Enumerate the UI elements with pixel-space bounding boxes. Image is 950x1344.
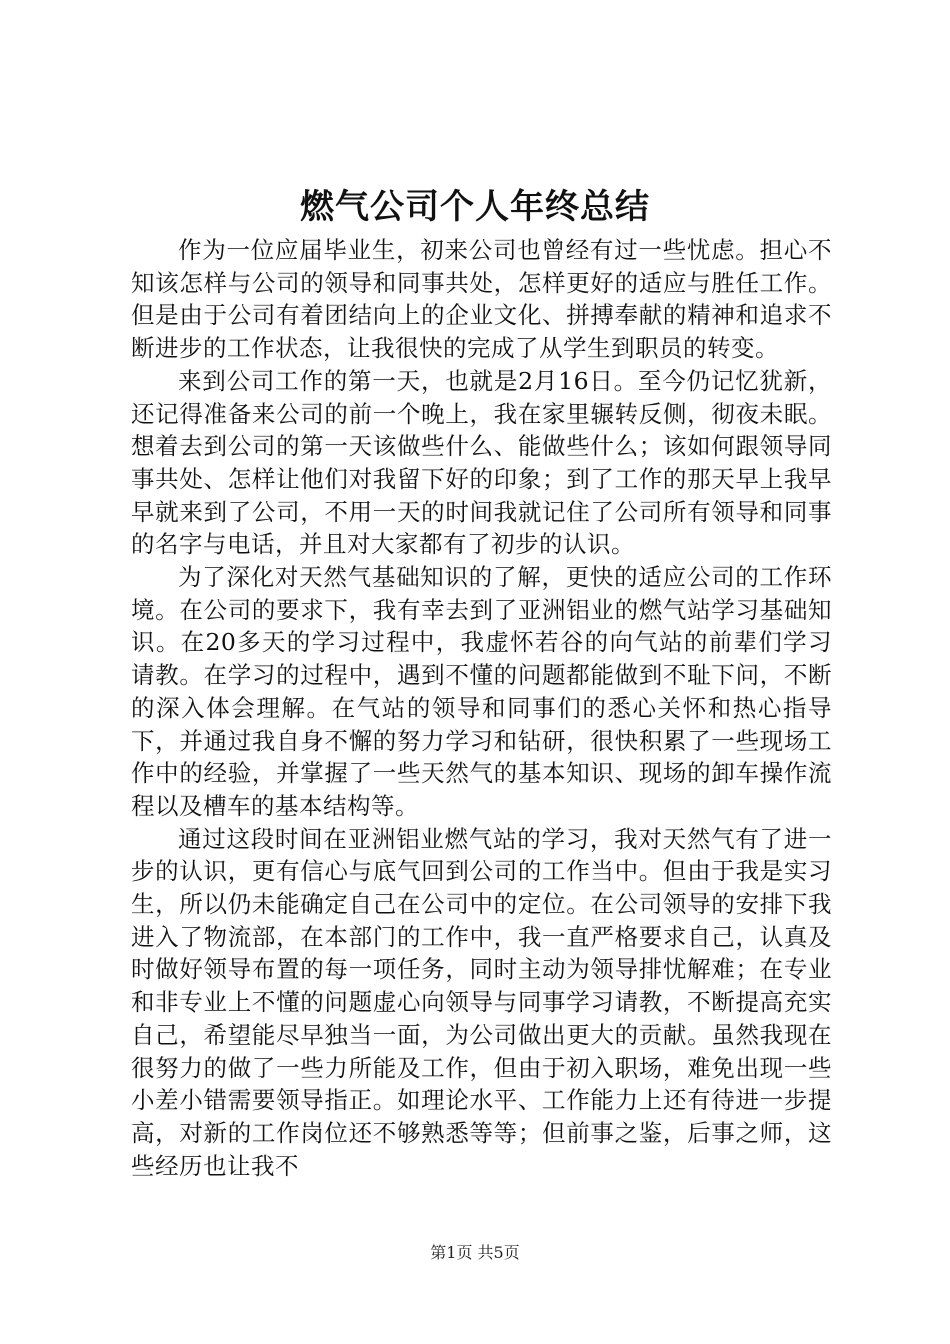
- paragraph-1: 作为一位应届毕业生，初来公司也曾经有过一些忧虑。担心不知该怎样与公司的领导和同事共处，怎样更好的适应与胜任工作。但是由于公司有着团结向上的企业文化、拼搏奉献的精神和追求不断进步的工作状态，让我很快的完成了从学生到职员的转变。: [131, 236, 832, 363]
- page-number-footer: 第1页 共5页: [430, 1243, 520, 1262]
- paragraph-4: 通过这段时间在亚洲铝业燃气站的学习，我对天然气有了进一步的认识，更有信心与底气回到公司的工作当中。但由于我是实习生，所以仍未能确定自己在公司中的定位。在公司领导的安排下我进入了物流部，在本部门的工作中，我一直严格要求自己，认真及时做好领导布置的每一项任务，同时主动为领导排忧解难；在专业和非专业上不懂的问题虚心向领导与同事学习请教，不断提高充实自己，希望能尽早独当一面，为公司做出更大的贡献。虽然我现在很努力的做了一些力所能及工作，但由于初入职场，难免出现一些小差小错需要领导指正。如理论水平、工作能力上还有待进一步提高，对新的工作岗位还不够熟悉等等；但前事之鉴，后事之师，这些经历也让我不: [131, 824, 832, 1180]
- paragraph-3: 为了深化对天然气基础知识的了解，更快的适应公司的工作环境。在公司的要求下，我有幸去到了亚洲铝业的燃气站学习基础知识。在20多天的学习过程中，我虚怀若谷的向气站的前辈们学习请教。在学习的过程中，遇到不懂的问题都能做到不耻下问，不断的深入体会理解。在气站的领导和同事们的悉心关怀和热心指导下，并通过我自身不懈的努力学习和钻研，很快积累了一些现场工作中的经验，并掌握了一些天然气的基本知识、现场的卸车操作流程以及槽车的基本结构等。: [131, 563, 832, 820]
- document-body: [131, 234, 832, 1182]
- paragraph-2: 来到公司工作的第一天，也就是2月16日。至今仍记忆犹新，还记得准备来公司的前一个晚上，我在家里辗转反侧，彻夜未眠。想着去到公司的第一天该做些什么、能做些什么；该如何跟领导同事共处、怎样让他们对我留下好的印象；到了工作的那天早上我早早就来到了公司，不用一天的时间我就记住了公司所有领导和同事的名字与电话，并且对大家都有了初步的认识。: [131, 366, 832, 559]
- document-title: 燃气公司个人年终总结: [300, 187, 650, 227]
